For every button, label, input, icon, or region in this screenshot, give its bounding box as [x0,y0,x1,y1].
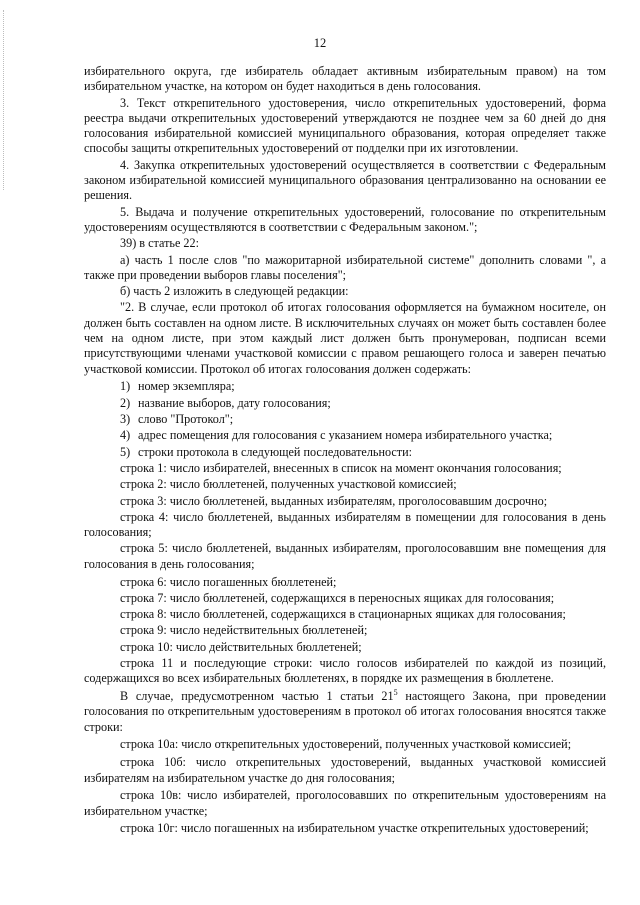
paragraph-subitem-b: б) часть 2 изложить в следующей редакции: [120,284,349,299]
paragraph-item-4: 4. Закупка открепительных удостоверений осуществляется в соответствии с Федеральным законом избирательной комиссией муниципального образования централизованно на основании ее решения. [84,157,606,203]
protocol-row: строка 11 и последующие строки: число голосов избирателей по каждой из позиций, содержащихся во всех избирательных бюллетенях, в порядке их размещения в бюллетене. [84,655,606,686]
protocol-row: строка 10в: число избирателей, проголосовавших по открепительным удостоверениям на избирательном участке; [84,788,606,818]
paragraph-subitem-a: а) часть 1 после слов "по мажоритарной избирательной системе" дополнить словами ", а также при проведении выборов главы поселения"; [84,252,606,282]
protocol-row: строка 8: число бюллетеней, содержащихся в стационарных ящиках для голосования; [120,607,566,622]
list-item-text: слово "Протокол"; [138,412,234,427]
list-item-number: 2) [120,395,131,410]
list-item-text: строки протокола в следующей последовательности: [138,444,413,459]
list-item-text: номер экземпляра; [138,379,235,394]
list-item [84,412,606,427]
list-item-number: 5) [120,444,131,459]
list-item-number: 3) [120,412,131,427]
paragraph-item-39: 39) в статье 22: [120,236,199,251]
list-item-number: 4) [120,428,131,443]
protocol-row: строка 10б: число открепительных удостоверений, выданных участковой комиссией избирателям на избирательном участке до дня голосования; [84,755,606,785]
list-item-text: адрес помещения для голосования с указанием номера избирательного участка; [138,428,553,443]
protocol-row: строка 10а: число открепительных удостоверений, полученных участковой комиссией; [120,737,572,752]
protocol-row: строка 3: число бюллетеней, выданных избирателям, проголосовавшим досрочно; [120,493,548,508]
paragraph-protocol-requirements: "2. В случае, если протокол об итогах голосования оформляется на бумажном носителе, он должен быть составлен на одном листе. В исключительных случаях он может быть составлен более чем на одном листе, при этом каждый лист должен быть пронумерован, подписан всеми присутствующими членами участковой комиссии с правом решающего голоса и заверен печатью участковой комиссии. Протокол об итогах голосования должен содержать: [84,300,606,376]
list-item [84,379,606,394]
page-content [84,64,606,838]
paragraph-item-5: 5. Выдача и получение открепительных удостоверений, голосование по открепительным удостоверениям осуществляются в соответствии с Федеральным законом."; [84,204,606,234]
paragraph-continuation: избирательного округа, где избиратель обладает активным избирательным правом) на том избирательном участке, на котором он будет находиться в день голосования. [84,64,606,94]
list-item-text: название выборов, дату голосования; [138,395,331,410]
paragraph-absentee-voting-start: В случае, предусмотренном частью 1 статьи 21 [120,689,394,704]
protocol-row: строка 5: число бюллетеней, выданных избирателям, проголосовавшим вне помещения для голосования в день голосования; [84,541,606,571]
paragraph-absentee-voting [84,689,606,735]
protocol-row: строка 6: число погашенных бюллетеней; [120,574,337,589]
protocol-row: строка 2: число бюллетеней, полученных участковой комиссией; [120,477,457,492]
list-item [84,445,606,460]
list-item [84,396,606,411]
paragraph-item-3: 3. Текст открепительного удостоверения, число открепительных удостоверений, форма реестра выдачи открепительных удостоверений утверждаются не позднее чем за 60 дней до дня голосования избирательной комиссией муниципального образования, которая определяет также способы защиты открепительных удостоверений от подделки при их изготовлении. [84,95,606,156]
list-item-number: 1) [120,379,131,394]
page-number: 12 [313,36,327,50]
protocol-row: строка 4: число бюллетеней, выданных избирателям в помещении для голосования в день голосования; [84,509,606,540]
protocol-row: строка 9: число недействительных бюллетеней; [120,623,368,638]
protocol-row: строка 10: число действительных бюллетеней; [120,639,362,654]
protocol-row: строка 10г: число погашенных на избирательном участке открепительных удостоверений; [120,821,589,836]
protocol-row: строка 7: число бюллетеней, содержащихся в переносных ящиках для голосования; [120,590,555,605]
article-superscript: 5 [393,688,398,698]
paragraph-absentee-voting-end: настоящего Закона, при проведении голосования по открепительным удостоверениям в протокол об итогах голосования вносятся также строки: [84,689,606,734]
protocol-row: строка 1: число избирателей, внесенных в список на момент окончания голосования; [120,460,562,475]
list-item [84,428,606,443]
